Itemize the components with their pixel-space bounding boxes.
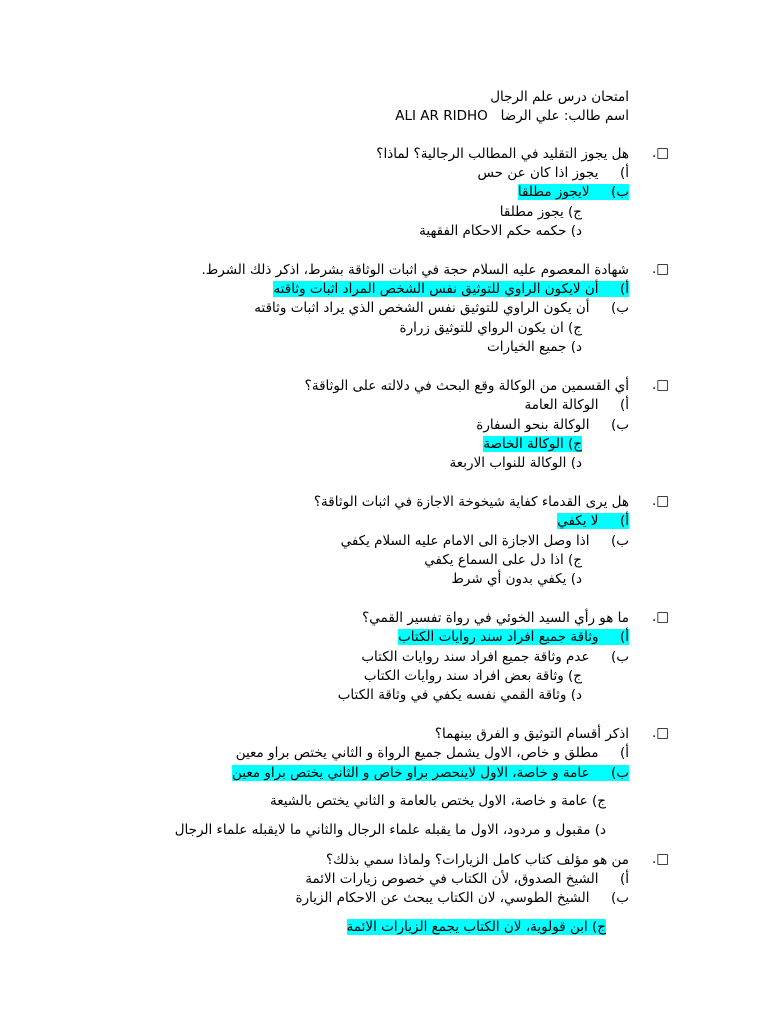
q6-option-b [232,764,629,783]
student-name [395,107,629,126]
q4-option-b: ب) اذا وصل الاجازة الى الامام عليه السلام يكفي [340,533,629,549]
q1-option-a: أ) يجوز اذا كان عن حس [477,165,629,181]
q4-option-a [557,512,629,531]
correct-answer-highlight: أ) وثاقة جميع افراد سند روايات الكتاب [398,629,629,645]
q6-option-c: ج) عامة و خاصة، الاول يختص بالعامة و الثاني يختص بالشيعة [269,793,606,809]
question-bullet: .□ [652,493,670,509]
q6-option-d: د) مقبول و مردود، الاول ما يقبله علماء الرجال والثاني ما لايقبله علماء الرجال [174,822,606,838]
q6-option-a: أ) مطلق و خاص، الاول يشمل جميع الرواة و الثاني يختص براو معين [235,745,629,761]
correct-answer-highlight: أ) لا يكفي [557,513,629,529]
correct-answer-highlight: ب) لايجوز مطلقا [517,184,629,200]
question-bullet: .□ [652,609,670,625]
question-4-text: هل يرى القدماء كفاية شيخوخة الاجازة في اثبات الوثاقة؟ [313,494,629,510]
q1-option-c: ج) يجوز مطلقا [499,204,582,220]
question-5-text: ما هو رأي السيد الخوئي في رواة تفسير القمي؟ [362,610,629,626]
q3-option-d: د) الوكالة للنواب الاربعة [449,455,582,471]
correct-answer-highlight: ب) عامة و خاصة، الاول لاينحصر براو خاص و الثاني يختص براو معين [232,765,629,781]
q3-option-c [483,435,582,454]
q2-option-a [273,280,629,299]
q4-option-d: د) يكفي بدون أي شرط [451,571,582,587]
question-bullet: .□ [652,851,670,867]
q7-option-a: أ) الشيخ الصدوق، لأن الكتاب في خصوص زيارات الائمة [305,871,629,887]
student-latin-name: ALI AR RIDHO [395,108,488,124]
q4-option-c: ج) اذا دل على السماع يكفي [424,552,582,568]
q5-option-a [398,628,629,647]
question-bullet: .□ [652,145,670,161]
q5-option-c: ج) وثاقة بعض افراد سند روايات الكتاب [363,668,582,684]
question-2-text: شهادة المعصوم عليه السلام حجة في اثبات الوثاقة بشرط، اذكر ذلك الشرط. [201,262,629,278]
q7-option-b: ب) الشيخ الطوسي، لان الكتاب يبحث عن الاحكام الزيارة [295,890,629,906]
q5-option-b: ب) عدم وثاقة جميع افراد سند روايات الكتاب [361,649,629,665]
q3-option-a: أ) الوكالة العامة [524,397,629,413]
correct-answer-highlight: ج) الوكالة الخاصة [483,436,582,452]
q1-option-b [518,183,629,202]
correct-answer-highlight: أ) أن لايكون الراوي للتوثيق نفس الشخص المراد اثبات وثاقته [273,281,629,297]
q1-option-d: د) حكمه حكم الاحكام الفقهية [419,223,582,239]
question-7-text: من هو مؤلف كتاب كامل الزيارات؟ ولماذا سمي بذلك؟ [325,852,629,868]
exam-title: امتحان درس علم الرجال [490,89,629,105]
student-label: اسم طالب: علي الرضا [500,108,629,124]
question-bullet: .□ [652,377,670,393]
question-bullet: .□ [652,261,670,277]
question-bullet: .□ [652,725,670,741]
correct-answer-highlight: ج) ابن قولوية، لان الكتاب يجمع الزيارات الائمة [346,919,606,935]
q3-option-b: ب) الوكالة بنحو السفارة [476,417,629,433]
question-6-text: اذكر أقسام التوثيق و الفرق بينهما؟ [434,726,629,742]
q5-option-d: د) وثاقة القمي نفسه يكفي في وثاقة الكتاب [337,687,582,703]
q2-option-c: ج) ان يكون الرواي للتوثيق زرارة [399,320,582,336]
question-3-text: أي القسمين من الوكالة وقع البحث في دلالته على الوثاقة؟ [304,378,629,394]
q2-option-b: ب) أن يكون الراوي للتوثيق نفس الشخص الذي يراد اثبات وثاقته [254,300,629,316]
q2-option-d: د) جميع الخيارات [486,339,582,355]
q7-option-c [347,918,606,937]
question-1-text: هل يجوز التقليد في المطالب الرجالية؟ لماذا؟ [376,146,629,162]
